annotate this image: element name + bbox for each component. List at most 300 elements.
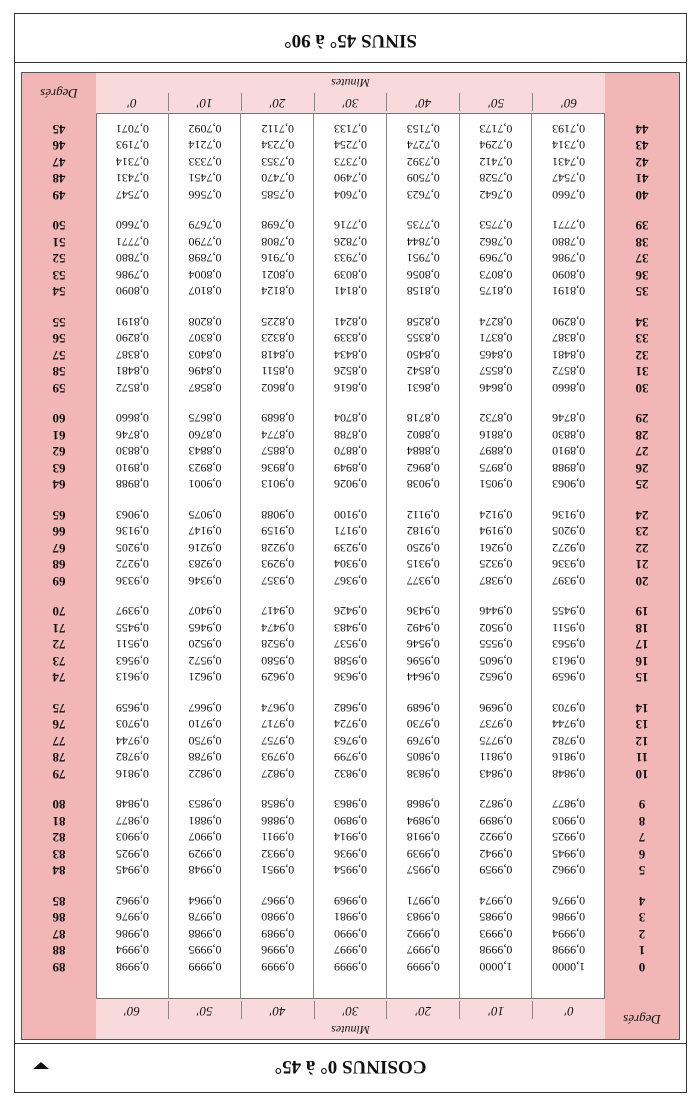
table-row [96,349,605,361]
table-cell: 0,7373 [333,155,367,169]
cosinus-minute-label: 60' [96,1001,169,1019]
table-cell: 0,8897 [479,444,513,459]
table-row [96,269,605,281]
cosinus-degree-number: 14 [635,701,649,716]
sinus-degree-number: 56 [52,331,66,347]
table-cell: 0,8004 [188,268,222,282]
table-cell: 0,9838 [406,767,440,781]
table-cell: 0,7642 [479,188,513,202]
table-cell: 0,9998 [479,943,513,958]
cosinus-minute-label: 40' [242,1001,315,1019]
table-row [96,672,605,684]
table-cell: 0,9994 [115,943,149,958]
table-cell: 0,7969 [479,251,513,266]
table-cell: 0,9925 [115,847,149,861]
table-cell: 0,8450 [406,348,440,362]
table-cell: 0,9147 [188,524,222,539]
table-cell: 0,9520 [188,637,222,652]
table-cell: 0,9929 [188,847,222,861]
table-cell: 0,7933 [333,251,367,266]
cosinus-degree-number: 17 [635,637,649,653]
table-cell: 0,8923 [188,461,222,475]
table-cell: 0,9555 [479,637,513,652]
table-row [96,815,605,827]
table-cell: 0,9250 [406,541,440,555]
sinus-degree-number: 47 [52,155,66,170]
table-row [96,639,605,651]
table-cell: 0,7808 [261,235,295,249]
sinus-degree-number: 45 [52,122,66,137]
sinus-degree-number: 64 [52,477,66,493]
table-row [96,413,605,425]
table-cell: 0,9293 [261,557,295,572]
table-cell: 0,8631 [406,381,440,395]
table-cell: 0,9159 [261,524,295,539]
table-cell: 0,9872 [479,797,513,812]
table-cell: 0,7451 [188,171,222,186]
table-cell: 0,9999 [333,960,367,974]
table-row [96,799,605,811]
sinus-degree-number: 86 [52,910,66,926]
sinus-degree-number: 49 [52,188,66,203]
table-cell: 0,9936 [333,847,367,861]
table-cell: 0,9782 [115,750,149,765]
cosinus-degree-number: 39 [635,218,649,234]
table-cell: 0,9652 [479,670,513,685]
table-cell: 0,7173 [479,122,513,136]
table-cell: 0,9997 [333,943,367,958]
table-cell: 0,7153 [406,122,440,136]
table-cell: 0,7679 [188,218,222,233]
sinus-degree-number: 66 [52,524,66,540]
cosinus-degree-number: 16 [635,654,649,669]
table-cell: 0,8307 [188,331,222,346]
sinus-degree-number: 50 [52,218,66,234]
table-cell: 0,7294 [479,138,513,153]
table-cell: 0,8572 [552,364,586,379]
sinus-degree-number: 71 [52,621,66,636]
table-cell: 0,7623 [406,188,440,202]
sinus-degree-number: 73 [52,654,66,669]
table-cell: 0,9827 [261,767,295,781]
table-cell: 1,0000 [479,960,513,974]
table-cell: 0,7660 [115,218,149,233]
value-table [21,72,680,1040]
sinus-degree-number: 53 [52,268,66,283]
sinus-degree-number: 79 [52,767,66,782]
table-cell: 0,9580 [261,654,295,668]
table-cell: 0,7898 [188,251,222,266]
table-cell: 0,8418 [261,348,295,362]
table-row [96,559,605,571]
table-cell: 0,7826 [333,235,367,249]
table-cell: 0,9703 [115,717,149,732]
cosinus-degree-number: 0 [638,960,646,975]
table-cell: 0,7353 [261,155,295,169]
table-row [96,542,605,554]
table-cell: 0,8587 [188,381,222,395]
table-cell: 0,8830 [552,428,586,442]
sinus-title: SINUS 45° à 90° [284,30,417,51]
table-cell: 0,7660 [552,188,586,202]
table-cell: 0,8746 [552,411,586,426]
table-cell: 0,7112 [261,122,295,136]
table-cell: 0,7716 [333,218,367,233]
table-cell: 0,9492 [406,621,440,635]
table-cell: 0,9205 [552,524,586,539]
table-cell: 0,9992 [406,927,440,941]
cosinus-degree-number: 24 [635,508,649,523]
table-cell: 0,7333 [188,155,222,169]
table-cell: 0,9843 [479,767,513,781]
table-cell: 0,7986 [115,268,149,282]
table-cell: 0,8124 [261,284,295,299]
table-cell: 0,9737 [479,717,513,732]
sinus-degree-number: 69 [52,574,66,589]
table-cell: 0,8371 [479,331,513,346]
table-cell: 0,9051 [479,477,513,492]
table-cell: 0,9455 [552,604,586,619]
table-cell: 0,9969 [333,894,367,908]
table-row [96,366,605,378]
table-cell: 0,7771 [115,235,149,249]
table-cell: 0,9261 [479,541,513,555]
cosinus-degree-number: 9 [638,797,646,813]
cosinus-degree-number: 3 [638,910,646,926]
cosinus-degree-number: 40 [635,188,649,203]
sinus-degree-number: 68 [52,557,66,573]
cosinus-minutes-header [96,998,605,1039]
table-row [96,462,605,474]
table-cell: 0,8949 [333,461,367,475]
table-cell: 0,9100 [333,508,367,522]
table-cell: 0,9932 [261,847,295,861]
table-cell: 0,9717 [261,717,295,732]
table-cell: 0,9644 [406,670,440,685]
table-cell: 0,9171 [333,524,367,539]
sinus-degree-number: 74 [52,670,66,686]
table-cell: 0,8857 [261,444,295,459]
table-cell: 0,8090 [552,268,586,282]
table-cell: 0,9357 [261,574,295,588]
table-row [96,832,605,844]
table-cell: 0,9088 [261,508,295,522]
cosinus-degree-number: 20 [635,574,649,589]
table-cell: 0,9613 [115,670,149,685]
table-cell: 1,0000 [552,960,586,974]
table-cell: 0,7880 [552,235,586,249]
sinus-degree-number: 77 [52,734,66,749]
table-cell: 0,8675 [188,411,222,426]
sinus-degree-number: 70 [52,604,66,620]
sinus-degree-number: 67 [52,541,66,556]
table-cell: 0,9782 [552,734,586,748]
sinus-minute-label: 40' [387,93,460,111]
cosinus-degree-number: 7 [638,830,646,846]
sinus-degree-number: 61 [52,428,66,443]
table-cell: 0,9899 [479,814,513,828]
table-cell: 0,9877 [552,797,586,812]
cosinus-degree-number: 31 [635,364,649,380]
table-cell: 0,9001 [188,477,222,492]
table-cell: 0,9907 [188,830,222,845]
table-cell: 0,8788 [333,428,367,442]
table-cell: 0,7392 [406,155,440,169]
sinus-degree-number: 54 [52,284,66,300]
table-cell: 0,9446 [479,604,513,619]
table-row [96,606,605,618]
table-cell: 0,7753 [479,218,513,233]
cosinus-degree-number: 30 [635,381,649,396]
table-cell: 0,9757 [261,734,295,748]
table-cell: 0,8572 [115,381,149,395]
table-cell: 0,9377 [406,574,440,588]
table-cell: 0,9925 [552,830,586,845]
cosinus-minute-label: 30' [315,1001,388,1019]
cosinus-title: COSINUS 0° à 45° [274,1056,427,1077]
table-cell: 0,9918 [406,830,440,845]
sinus-minute-label: 50' [460,93,533,111]
table-row [96,220,605,232]
sinus-minutes-label: Minutes [331,76,370,90]
table-cell: 0,9999 [261,960,295,974]
table-cell: 0,8602 [261,381,295,395]
table-cell: 0,9886 [261,814,295,828]
cosinus-degree-number: 35 [635,284,649,300]
cosinus-minute-label: 10' [460,1001,533,1019]
table-cell: 0,9563 [115,654,149,668]
table-row [96,140,605,152]
table-cell: 0,9136 [552,508,586,522]
cosinus-degree-number: 23 [635,524,649,540]
table-cell: 0,9811 [479,750,513,765]
table-cell: 0,8158 [406,284,440,299]
table-cell: 0,9674 [261,701,295,715]
sinus-minute-label: 30' [315,93,388,111]
table-row [96,768,605,780]
cosinus-degree-number: 21 [635,557,649,573]
table-cell: 0,9974 [479,894,513,908]
table-cell: 0,9997 [406,943,440,958]
table-cell: 0,9621 [188,670,222,685]
table-cell: 0,9397 [552,574,586,588]
table-cell: 0,9998 [552,943,586,958]
table-cell: 0,9750 [188,734,222,748]
table-cell: 0,7547 [115,188,149,202]
table-cell: 0,9026 [333,477,367,492]
table-cell: 0,8290 [115,331,149,346]
table-cell: 0,9588 [333,654,367,668]
table-cell: 0,9964 [188,894,222,908]
table-cell: 0,9605 [479,654,513,668]
table-cell: 0,9426 [333,604,367,619]
sinus-degree-number: 51 [52,235,66,250]
sinus-degree-number: 87 [52,927,66,942]
table-cell: 0,9990 [333,927,367,941]
cosinus-title-bar [15,1043,686,1088]
sinus-degree-number: 57 [52,348,66,363]
table-row [96,719,605,731]
table-cell: 0,8704 [333,411,367,426]
cosinus-degree-number: 43 [635,138,649,154]
table-cell: 0,9986 [115,927,149,941]
cosinus-degree-number: 38 [635,235,649,250]
table-cell: 0,9951 [261,863,295,878]
table-cell: 0,8355 [406,331,440,346]
table-cell: 0,8718 [406,411,440,426]
cosinus-degree-number: 42 [635,155,649,170]
table-cell: 0,9194 [479,524,513,539]
table-cell: 0,9511 [552,621,585,635]
table-cell: 0,9563 [552,637,586,652]
table-cell: 0,9799 [333,750,367,765]
table-cell: 0,9239 [333,541,367,555]
cosinus-degree-number: 28 [635,428,649,443]
table-cell: 0,7790 [188,235,222,249]
sinus-degree-number: 84 [52,863,66,879]
table-cell: 0,9336 [552,557,586,572]
table-cell: 0,9858 [261,797,295,812]
table-cell: 0,9981 [333,910,367,925]
table-cell: 0,9703 [552,701,586,715]
table-cell: 0,7604 [333,188,367,202]
table-cell: 0,8526 [333,364,367,379]
table-cell: 0,9816 [115,767,149,781]
table-cell: 0,9136 [115,524,149,539]
table-cell: 0,7133 [333,122,367,136]
sinus-degree-number: 80 [52,797,66,813]
cosinus-degree-number: 33 [635,331,649,347]
cosinus-minute-labels [96,1001,605,1019]
table-cell: 0,8689 [261,411,295,426]
table-cell: 0,9988 [188,927,222,941]
table-cell: 0,7490 [333,171,367,186]
table-cell: 0,9822 [188,767,222,781]
table-cell: 0,8039 [333,268,367,282]
table-cell: 0,8141 [333,284,367,299]
table-cell: 0,8962 [406,461,440,475]
table-cell: 0,9407 [188,604,222,619]
table-cell: 0,7771 [552,218,586,233]
table-cell: 0,9945 [115,863,149,878]
cosinus-degree-number: 2 [638,927,646,942]
table-row [96,928,605,940]
table-cell: 0,8090 [115,284,149,299]
sinus-degree-number: 58 [52,364,66,380]
table-cell: 0,9999 [406,960,440,974]
sinus-degree-number: 60 [52,411,66,427]
table-cell: 0,8774 [261,428,295,442]
sinus-title-bar [15,18,686,63]
table-cell: 0,9315 [406,557,440,572]
table-cell: 0,9304 [333,557,367,572]
table-row [96,509,605,521]
table-cell: 0,9945 [552,847,586,861]
table-cell: 0,8936 [261,461,295,475]
cosinus-degree-number: 36 [635,268,649,283]
table-cell: 0,9980 [261,910,295,925]
table-cell: 0,8988 [552,461,586,475]
table-cell: 0,7844 [406,235,440,249]
table-cell: 0,9832 [333,767,367,781]
table-row [96,912,605,924]
table-cell: 0,7528 [479,171,513,186]
table-cell: 0,8387 [115,348,149,362]
table-cell: 0,9744 [115,734,149,748]
cosinus-degree-number: 34 [635,315,649,330]
table-cell: 0,9976 [552,894,586,908]
table-cell: 0,9205 [115,541,149,555]
table-cell: 0,9948 [188,863,222,878]
cosinus-degree-number: 18 [635,621,649,636]
table-row [96,446,605,458]
table-row [96,622,605,634]
cosinus-degres-label: Degrés [623,1012,661,1027]
sinus-degree-number: 78 [52,750,66,766]
table-cell: 0,8258 [406,315,440,329]
table-row [96,382,605,394]
table-cell: 0,7412 [479,155,513,169]
table-cell: 0,8274 [479,315,513,329]
cosinus-degree-number: 26 [635,461,649,476]
table-cell: 0,8403 [188,348,222,362]
table-row [96,429,605,441]
table-cell: 0,9911 [261,830,295,845]
table-cell: 0,9075 [188,508,222,522]
table-row [96,575,605,587]
table-cell: 0,8434 [333,348,367,362]
table-cell: 0,9793 [261,750,295,765]
sinus-degree-number: 72 [52,637,66,653]
sinus-degres-label: Degrés [40,86,78,101]
table-cell: 0,9890 [333,814,367,828]
table-cell: 0,8660 [552,381,586,395]
table-cell: 0,7566 [188,188,222,202]
cosinus-degree-number: 32 [635,348,649,363]
table-cell: 0,8021 [261,268,295,282]
table-cell: 0,8465 [479,348,513,362]
table-cell: 0,9696 [479,701,513,715]
table-cell: 0,8760 [188,428,222,442]
sinus-degree-number: 65 [52,508,66,523]
cosinus-degree-number: 44 [635,122,649,137]
sinus-minute-labels [96,93,605,111]
table-row [96,848,605,860]
table-cell: 0,8816 [479,428,513,442]
table-cell: 0,9689 [406,701,440,715]
table-cell: 0,9922 [479,830,513,845]
table-cell: 0,9996 [261,943,295,958]
cosinus-degree-number: 1 [638,943,646,959]
table-cell: 0,8511 [261,364,295,379]
table-cell: 0,9730 [406,717,440,732]
table-cell: 0,8191 [552,284,586,299]
table-cell: 0,9998 [115,960,149,974]
table-cell: 0,9957 [406,863,440,878]
table-cell: 0,9775 [479,734,513,748]
table-cell: 0,7431 [115,171,149,186]
sinus-minute-label: 0' [96,93,169,111]
sinus-degree-number: 89 [52,960,66,975]
table-cell: 0,9511 [116,637,149,652]
table-cell: 0,7509 [406,171,440,186]
table-row [96,253,605,265]
table-cell: 0,8542 [406,364,440,379]
table-cell: 0,9903 [115,830,149,845]
table-cell: 0,9367 [333,574,367,588]
table-cell: 0,9483 [333,621,367,635]
table-cell: 0,9962 [115,894,149,908]
